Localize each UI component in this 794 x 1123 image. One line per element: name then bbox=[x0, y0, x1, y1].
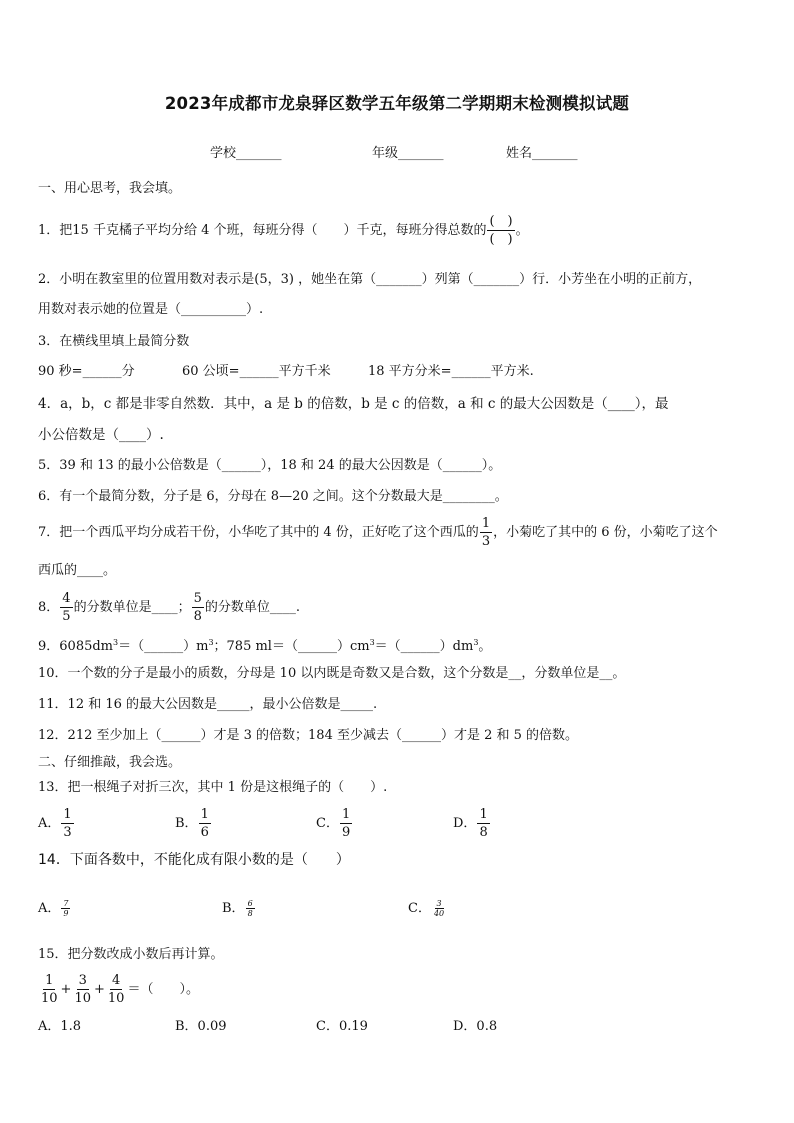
fraction-denominator: 8 bbox=[479, 825, 488, 840]
question-9 bbox=[38, 635, 491, 655]
option-fraction bbox=[199, 806, 211, 841]
question-15-option-c[interactable]: C．0.19 bbox=[316, 1019, 368, 1034]
question-15-option-b[interactable]: B．0.09 bbox=[175, 1019, 227, 1034]
fraction-numerator: 1 bbox=[200, 807, 209, 822]
question-8-number: 8． bbox=[38, 600, 60, 615]
option-fraction bbox=[432, 899, 446, 918]
question-9-part-a: 9．6085dm bbox=[38, 639, 114, 654]
option-label: C． bbox=[408, 901, 431, 916]
fraction-denominator: 10 bbox=[74, 991, 91, 1006]
option-label: A． bbox=[38, 816, 61, 831]
question-13-option-a[interactable] bbox=[38, 805, 75, 843]
question-1 bbox=[38, 213, 529, 249]
fraction-numerator: 7 bbox=[63, 899, 69, 908]
question-7-text-after: ，小菊吃了其中的 6 份，小菊吃了这个 bbox=[493, 525, 718, 540]
fraction-numerator: 1 bbox=[341, 807, 351, 822]
question-2-line-2: 用数对表示她的位置是（__________）. bbox=[38, 302, 264, 317]
fraction-denominator: 10 bbox=[107, 991, 125, 1006]
fraction-numerator: ( ) bbox=[489, 214, 513, 229]
option-fraction bbox=[61, 899, 70, 918]
fraction-denominator: 8 bbox=[193, 609, 202, 624]
option-label: B． bbox=[175, 816, 198, 831]
question-14-option-b[interactable] bbox=[222, 896, 256, 922]
plus-sign: + bbox=[60, 982, 72, 997]
question-14-option-a[interactable] bbox=[38, 896, 71, 922]
fraction-denominator: 9 bbox=[63, 909, 69, 918]
question-9-part-b: ＝（______）m bbox=[118, 639, 209, 654]
question-7-fraction bbox=[480, 515, 492, 550]
name-field: 姓名_______ bbox=[506, 146, 578, 161]
option-fraction bbox=[477, 806, 489, 841]
question-13-option-b[interactable] bbox=[175, 805, 212, 843]
fraction-denominator: 9 bbox=[341, 825, 351, 840]
question-7-line-1 bbox=[38, 515, 718, 551]
question-15-option-a[interactable]: A．1.8 bbox=[38, 1019, 82, 1034]
question-12: 12．212 至少加上（______）才是 3 的倍数；184 至少减去（______）才是 2 和 5 的倍数。 bbox=[38, 728, 579, 743]
superscript: 3 bbox=[473, 638, 479, 647]
question-15-expression bbox=[38, 970, 199, 1010]
option-fraction bbox=[246, 899, 255, 918]
question-9-part-d: ＝（______）dm bbox=[374, 639, 474, 654]
option-label: C． bbox=[316, 816, 339, 831]
fraction-denominator: ( ) bbox=[489, 232, 513, 247]
question-3-a: 90 秒=______分 bbox=[38, 364, 135, 379]
plus-sign: + bbox=[94, 982, 105, 997]
question-8-text: 的分数单位是____； bbox=[73, 600, 191, 615]
fraction-numerator: 1 bbox=[63, 807, 72, 822]
fraction-denominator: 5 bbox=[62, 609, 71, 624]
question-13: 13．把一根绳子对折三次，其中 1 份是这根绳子的（ ）. bbox=[38, 780, 388, 795]
question-15-option-d[interactable]: D．0.8 bbox=[453, 1019, 498, 1034]
expression-fraction-2 bbox=[72, 972, 93, 1007]
fraction-numerator: 4 bbox=[112, 973, 121, 988]
fraction-numerator: 3 bbox=[436, 899, 442, 908]
fraction-denominator: 3 bbox=[481, 534, 491, 549]
question-1-tail: 。 bbox=[515, 223, 529, 238]
option-label: A． bbox=[38, 901, 61, 916]
question-1-text: 1．把15 千克橘子平均分给 4 个班，每班分得（ ）千克，每班分得总数的 bbox=[38, 223, 487, 238]
question-8-fraction-2 bbox=[192, 590, 204, 625]
question-7-text: 7．把一个西瓜平均分成若干份，小华吃了其中的 4 份，正好吃了这个西瓜的 bbox=[38, 525, 479, 540]
fraction-numerator: 1 bbox=[45, 973, 54, 988]
question-14-option-c[interactable] bbox=[408, 896, 447, 922]
question-1-fraction bbox=[487, 213, 514, 248]
expression-fraction-1 bbox=[39, 972, 60, 1007]
question-4-line-1: 4．a，b，c 都是非零自然数．其中，a 是 b 的倍数，b 是 c 的倍数，a 和 c 的最大公因数是（____），最 bbox=[38, 396, 669, 412]
option-fraction bbox=[61, 806, 73, 841]
fraction-denominator: 6 bbox=[200, 825, 209, 840]
question-9-tail: 。 bbox=[478, 639, 492, 654]
expression-tail: ＝（ ）。 bbox=[127, 982, 199, 997]
fraction-numerator: 3 bbox=[78, 973, 87, 988]
option-label: B． bbox=[222, 901, 245, 916]
question-8-text-after: 的分数单位____. bbox=[204, 600, 300, 615]
fraction-denominator: 3 bbox=[63, 825, 72, 840]
question-10: 10．一个数的分子是最小的质数，分母是 10 以内既是奇数又是合数，这个分数是__，分数单位是__。 bbox=[38, 666, 626, 681]
question-5: 5．39 和 13 的最小公倍数是（______），18 和 24 的最大公因数是（______）。 bbox=[38, 458, 502, 473]
fraction-numerator: 6 bbox=[247, 899, 253, 908]
question-8 bbox=[38, 590, 300, 625]
question-11: 11．12 和 16 的最大公因数是_____，最小公倍数是_____. bbox=[38, 697, 378, 712]
fraction-numerator: 4 bbox=[62, 591, 71, 606]
question-13-option-d[interactable] bbox=[453, 805, 491, 843]
school-field: 学校_______ bbox=[210, 146, 282, 161]
question-14: 14．下面各数中，不能化成有限小数的是（ ） bbox=[38, 852, 350, 868]
section-1-heading: 一、用心思考，我会填。 bbox=[38, 181, 182, 196]
superscript: 3 bbox=[208, 638, 214, 647]
question-3-b: 60 公顷=______平方千米 bbox=[182, 364, 331, 379]
question-9-part-c: ；785 ml＝（______）cm bbox=[213, 639, 370, 654]
grade-field: 年级_______ bbox=[372, 146, 444, 161]
fraction-denominator: 10 bbox=[41, 991, 58, 1006]
superscript: 3 bbox=[369, 638, 375, 647]
superscript: 3 bbox=[113, 638, 119, 647]
question-7-line-2: 西瓜的____。 bbox=[38, 563, 117, 578]
question-3-c: 18 平方分米=______平方米. bbox=[368, 364, 534, 379]
section-2-heading: 二、仔细推敲，我会选。 bbox=[38, 755, 182, 770]
fraction-numerator: 1 bbox=[481, 516, 491, 531]
question-8-fraction-1 bbox=[60, 590, 72, 625]
question-3-line-1: 3．在横线里填上最简分数 bbox=[38, 334, 190, 349]
question-6: 6．有一个最简分数，分子是 6，分母在 8—20 之间。这个分数最大是________。 bbox=[38, 489, 508, 504]
question-4-line-2: 小公倍数是（____）. bbox=[38, 427, 164, 443]
fraction-denominator: 8 bbox=[247, 909, 253, 918]
question-15: 15．把分数改成小数后再计算。 bbox=[38, 947, 224, 962]
option-fraction bbox=[340, 806, 352, 841]
fraction-denominator: 40 bbox=[433, 909, 445, 918]
question-2-line-1: 2．小明在教室里的位置用数对表示是(5，3) ，她坐在第（_______）列第（_______）行．小芳坐在小明的正前方， bbox=[38, 272, 702, 287]
page-title: 2023年成都市龙泉驿区数学五年级第二学期期末检测模拟试题 bbox=[164, 94, 630, 113]
expression-fraction-3 bbox=[106, 972, 127, 1007]
fraction-numerator: 5 bbox=[193, 591, 202, 606]
question-13-option-c[interactable] bbox=[316, 805, 353, 843]
option-label: D． bbox=[453, 816, 477, 831]
fraction-numerator: 1 bbox=[479, 807, 488, 822]
